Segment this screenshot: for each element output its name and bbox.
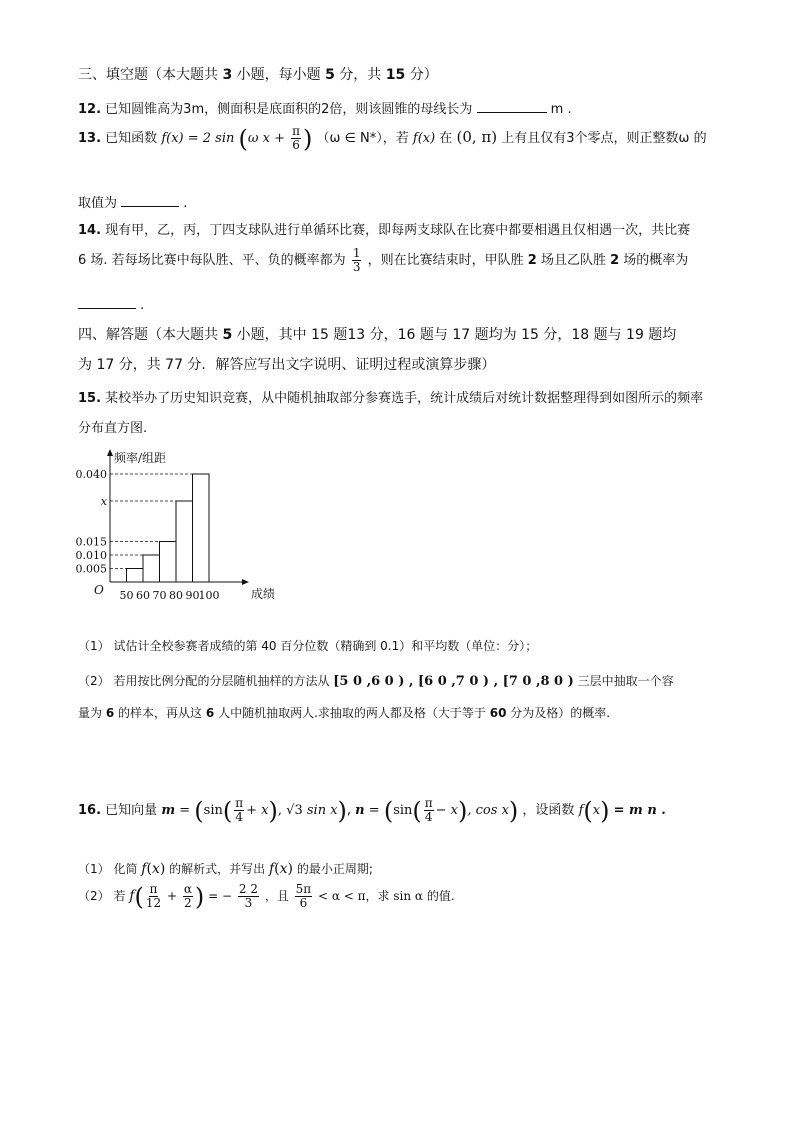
question-text: 某校举办了历史知识竞赛，从中随机抽取部分参赛选手，统计成绩后对统计数据整理得到如图所示的频率 xyxy=(105,391,704,406)
question-text: 6 场. 若每场比赛中每队胜、平、负的概率都为 xyxy=(78,253,346,268)
section-4-heading-line2 xyxy=(78,356,495,374)
question-number: 16. xyxy=(78,803,102,818)
frac-den: 4 xyxy=(235,810,243,824)
question-text: 分布直方图. xyxy=(78,421,148,436)
math-number: 3 xyxy=(294,803,303,818)
heading-count: 5 xyxy=(222,327,233,343)
math-symbol: , xyxy=(277,803,282,818)
frequency-histogram xyxy=(66,446,276,608)
question-number: 15. xyxy=(78,391,102,406)
question-number-value: 6 xyxy=(205,706,215,720)
question-number-value: 2 xyxy=(610,253,620,268)
left-paren: ( xyxy=(134,882,144,911)
question-text: 在 xyxy=(439,131,453,146)
question-15-part2-line2 xyxy=(78,704,610,722)
question-text: 的样本，再从这 xyxy=(118,706,203,720)
question-text: . xyxy=(183,196,188,211)
question-text: 的解析式，并写出 xyxy=(169,862,266,876)
right-paren: ) xyxy=(337,796,347,825)
left-paren: ( xyxy=(222,796,233,825)
question-number: 12. xyxy=(78,102,102,117)
heading-text: 为 17 分，共 77 分．解答应写出文字说明、证明过程或演算步骤） xyxy=(78,357,496,373)
math-interval: [5 0 ,6 0 ) , [6 0 ,7 0 ) , [7 0 ,8 0 ) xyxy=(333,674,574,689)
frac-num: 2 2 xyxy=(238,882,258,896)
frac-den: 3 xyxy=(352,260,361,274)
question-number: 13. xyxy=(78,131,102,146)
left-paren: ( xyxy=(412,796,422,825)
math-function: f xyxy=(129,888,135,904)
math-expression: + x xyxy=(246,803,269,818)
question-text: 现有甲，乙，丙，丁四支球队进行单循环比赛，即每两支球队在比赛中都要相遇且仅相遇一次，共比赛 xyxy=(105,223,691,238)
frac-den: 4 xyxy=(424,810,433,824)
math-symbol: = − xyxy=(208,889,233,903)
x-tick-label: 60 xyxy=(136,589,150,602)
question-number-value: 2 xyxy=(527,253,537,268)
fraction-one-third xyxy=(352,247,362,274)
x-tick-label: 50 xyxy=(119,589,134,602)
histogram-bar xyxy=(193,474,210,582)
x-tick-label: 90 xyxy=(185,589,200,602)
question-text: （1） 化简 xyxy=(78,862,138,876)
frac-num: 5π xyxy=(295,882,312,896)
y-tick-label: 0.040 xyxy=(75,468,107,481)
left-paren: ( xyxy=(194,796,204,825)
question-text: ，设函数 xyxy=(522,803,575,818)
question-number-value: 60 xyxy=(489,706,507,720)
heading-text: 四、解答题（本大题共 xyxy=(78,327,218,343)
question-number-value: 6 xyxy=(105,706,115,720)
math-expression: = m n . xyxy=(613,803,666,818)
fraction-rhs xyxy=(238,883,259,910)
y-axis-arrow xyxy=(107,449,113,456)
heading-text: 分，共 xyxy=(339,67,382,83)
fraction-5pi-over-6 xyxy=(295,883,313,910)
section-4-heading xyxy=(78,326,676,344)
question-15-part2 xyxy=(78,672,674,691)
question-15 xyxy=(78,390,703,408)
right-paren: ) xyxy=(458,796,468,825)
question-12 xyxy=(78,98,572,119)
heading-text: 小题，其中 15 题13 分，16 题与 17 题均为 15 分，18 题与 19 题均 xyxy=(236,327,677,343)
frac-num: α xyxy=(183,882,192,896)
math-expression: ω x + xyxy=(247,131,285,146)
math-symbol: = xyxy=(368,803,380,818)
left-paren: ( xyxy=(238,124,248,153)
math-variable: x xyxy=(279,861,288,877)
answer-blank[interactable] xyxy=(477,98,547,113)
math-function: sin xyxy=(393,803,413,818)
math-function: sin xyxy=(203,803,223,818)
heading-text: 分） xyxy=(409,67,438,83)
fraction-alpha-over-2 xyxy=(183,883,193,910)
question-15-line2 xyxy=(78,420,147,438)
question-16-part2: （2） 若 f( $\frac{\pi}{12}$ + $\frac{\alpha}{2}$ ) = − $\frac{2 2}{3}$ ，且 $\frac{5\pi}{6}$ < α < π，求 sin α 的值. xyxy=(78,882,455,911)
vector-n: n xyxy=(355,803,365,818)
left-paren: ( xyxy=(274,861,280,877)
section-3-heading xyxy=(78,66,438,84)
math-expression: , cos x xyxy=(467,803,509,818)
question-text: ，且 xyxy=(264,889,289,903)
question-text: ，则在比赛结束时，甲队胜 xyxy=(367,253,524,268)
y-tick-label: 0.015 xyxy=(75,535,107,549)
question-16: 16. 已知向量 m = (sin( $\frac{\pi}{4}$ + x), √3 sin x), n = (sin( $\frac{\pi}{4}$ − x), cos x) ，设函数 f(x) = m n . xyxy=(78,796,666,825)
math-expression: f(x) xyxy=(412,131,436,146)
x-axis-label: 成绩 xyxy=(251,587,276,601)
question-text: （2） 若用按比例分配的分层随机抽样的方法从 xyxy=(78,674,330,688)
frac-den: 12 xyxy=(145,896,162,910)
left-paren: ( xyxy=(146,861,152,877)
answer-blank[interactable] xyxy=(121,192,179,207)
frac-den: 6 xyxy=(299,896,308,910)
vector-m: m xyxy=(161,803,176,818)
question-15-part1 xyxy=(78,637,537,655)
math-function: f xyxy=(141,861,147,877)
question-text: 已知圆锥高为3m，侧面积是底面积的2倍，则该圆锥的母线长为 xyxy=(105,102,473,117)
question-text: 已知函数 xyxy=(105,131,158,146)
x-tick-label: 80 xyxy=(169,589,183,602)
question-text: 场的概率为 xyxy=(623,253,689,268)
question-text: （1） 试估计全校参赛者成绩的第 40 百分位数（精确到 0.1）和平均数（单位：分）； xyxy=(78,639,538,653)
heading-total: 15 xyxy=(385,67,406,83)
heading-count: 3 xyxy=(222,67,233,83)
math-interval: (0, π) xyxy=(456,128,498,146)
math-function: f xyxy=(578,803,584,818)
right-paren: ) xyxy=(159,861,166,877)
histogram-bar xyxy=(176,501,193,582)
origin-label: O xyxy=(94,583,104,597)
question-text: （2） 若 xyxy=(78,889,126,903)
math-function: f xyxy=(268,861,275,877)
math-variable: x xyxy=(592,803,601,818)
question-text: 取值为 xyxy=(78,196,118,211)
frac-num: π xyxy=(149,882,158,896)
math-variable: x xyxy=(151,861,160,877)
frac-den: 3 xyxy=(244,896,253,910)
math-expression: − x xyxy=(435,803,459,818)
histogram-bar xyxy=(127,569,144,583)
heading-text: 三、填空题（本大题共 xyxy=(78,67,218,83)
question-14 xyxy=(78,222,690,240)
math-expression: sin α xyxy=(393,889,424,903)
sqrt-symbol: √ xyxy=(286,803,295,818)
question-text: 量为 xyxy=(78,706,103,720)
right-paren: ) xyxy=(268,796,278,825)
unit-text: m . xyxy=(550,102,572,117)
frac-num: π xyxy=(235,796,244,810)
frac-num: 1 xyxy=(352,246,361,260)
frac-num: π xyxy=(292,124,301,138)
question-text: 的最小正周期; xyxy=(296,862,373,876)
fraction-pi-over-4 xyxy=(424,797,434,824)
question-text: 的值. xyxy=(426,889,455,903)
answer-blank[interactable] xyxy=(78,294,136,309)
math-expression: f(x) = 2 sin xyxy=(161,131,235,146)
heading-points: 5 xyxy=(325,67,335,83)
question-14-line3 xyxy=(78,294,144,315)
left-paren: ( xyxy=(383,796,394,825)
math-expression: sin x xyxy=(306,803,338,818)
question-14-line2 xyxy=(78,246,688,276)
right-paren: ) xyxy=(303,124,313,153)
y-tick-label: 0.010 xyxy=(75,549,107,562)
y-tick-label: x xyxy=(100,495,107,508)
question-text: 分为及格）的概率. xyxy=(510,706,611,720)
right-paren: ) xyxy=(600,796,610,825)
histogram-bar xyxy=(160,542,177,583)
frac-den: 6 xyxy=(292,138,300,152)
question-text: 上有且仅有3个零点，则正整数ω 的 xyxy=(501,131,707,146)
x-axis-arrow xyxy=(242,579,249,585)
frac-num: π xyxy=(424,796,433,810)
y-axis-label: 频率/组距 xyxy=(114,451,167,465)
heading-text: 小题，每小题 xyxy=(236,67,321,83)
math-inequality: < α < π，求 xyxy=(318,889,390,903)
fraction-pi-over-4 xyxy=(234,797,244,824)
x-tick-label: 100 xyxy=(198,589,220,602)
frac-den: 2 xyxy=(184,896,192,910)
question-text: 已知向量 xyxy=(105,803,158,818)
right-paren: ) xyxy=(194,882,205,911)
question-text: 场且乙队胜 xyxy=(540,253,606,268)
question-text: 人中随机抽取两人.求抽取的两人都及格（大于等于 xyxy=(218,706,486,720)
question-13 xyxy=(78,124,707,152)
question-text: . xyxy=(140,298,145,313)
histogram-bar xyxy=(143,555,160,582)
fraction-pi-over-6 xyxy=(291,125,301,152)
right-paren: ) xyxy=(287,861,294,877)
right-paren: ) xyxy=(508,796,519,825)
y-tick-label: 0.005 xyxy=(75,562,107,576)
x-tick-label: 70 xyxy=(152,589,167,602)
question-text: （ω ∈ N*），若 xyxy=(316,131,409,146)
question-13-line2 xyxy=(78,192,187,213)
fraction-pi-over-12 xyxy=(146,883,161,910)
question-number: 14. xyxy=(78,223,102,238)
left-paren: ( xyxy=(583,796,593,825)
math-symbol: = xyxy=(179,803,191,818)
question-text: 三层中抽取一个容 xyxy=(577,674,674,688)
